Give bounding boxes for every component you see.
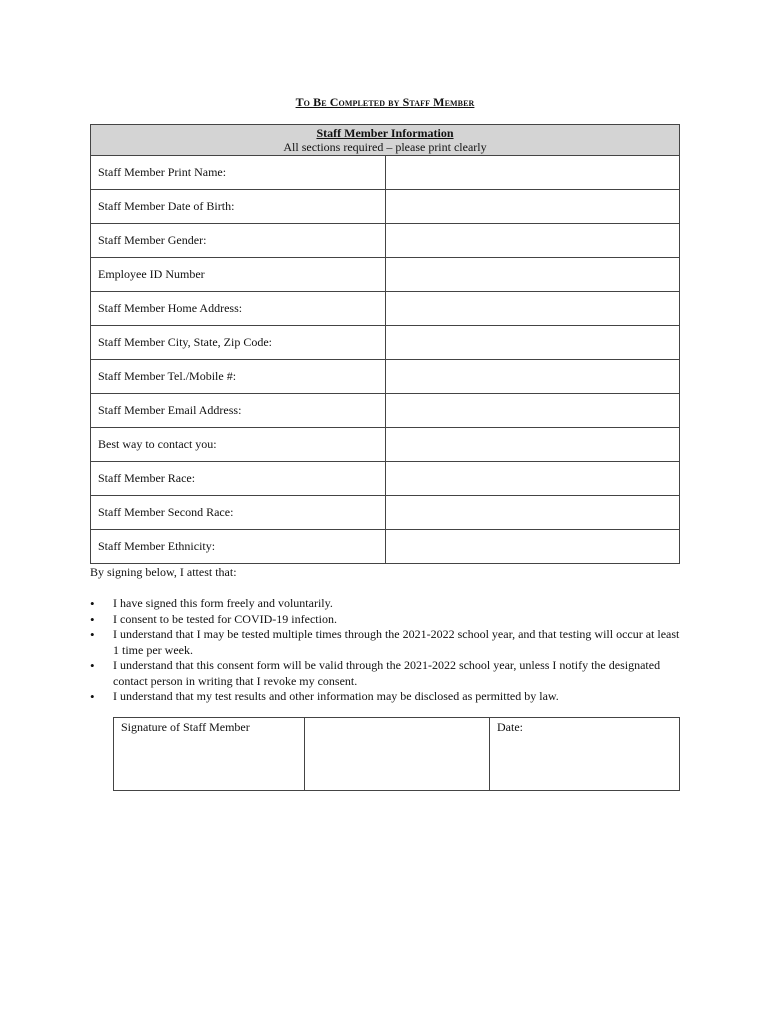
list-item: • I understand that I may be tested multiple times through the 2021-2022 school year, and that testing will occur at least 1 time per week.	[90, 627, 680, 658]
attest-intro: By signing below, I attest that:	[90, 565, 237, 579]
field-input-contact-method[interactable]	[385, 428, 680, 462]
table-row	[91, 496, 680, 530]
field-label-city-state-zip: Staff Member City, State, Zip Code:	[91, 326, 386, 360]
table-row	[114, 718, 680, 791]
field-input-home-address[interactable]	[385, 292, 680, 326]
table-row	[91, 428, 680, 462]
field-label-employee-id: Employee ID Number	[91, 258, 386, 292]
field-label-email: Staff Member Email Address:	[91, 394, 386, 428]
field-label-ethnicity: Staff Member Ethnicity:	[91, 530, 386, 564]
field-input-city-state-zip[interactable]	[385, 326, 680, 360]
field-input-ethnicity[interactable]	[385, 530, 680, 564]
table-row	[91, 326, 680, 360]
field-label-gender: Staff Member Gender:	[91, 224, 386, 258]
list-item: • I understand that my test results and other information may be disclosed as permitted by law.	[90, 689, 680, 705]
table-header-subtitle: All sections required – please print clearly	[283, 140, 487, 154]
table-row	[91, 156, 680, 190]
list-item: • I have signed this form freely and voluntarily.	[90, 596, 680, 612]
field-input-date-of-birth[interactable]	[385, 190, 680, 224]
table-header-title: Staff Member Information	[316, 126, 454, 140]
field-label-home-address: Staff Member Home Address:	[91, 292, 386, 326]
table-row	[91, 292, 680, 326]
table-row	[91, 394, 680, 428]
field-input-phone[interactable]	[385, 360, 680, 394]
attest-list	[90, 596, 680, 705]
list-item: • I consent to be tested for COVID-19 infection.	[90, 612, 680, 628]
signature-input[interactable]	[305, 718, 490, 791]
table-row	[91, 360, 680, 394]
field-input-race[interactable]	[385, 462, 680, 496]
table-row	[91, 224, 680, 258]
list-item: • I understand that this consent form will be valid through the 2021-2022 school year, unless I notify the designated contact person in writing that I revoke my consent.	[90, 658, 680, 689]
field-input-print-name[interactable]	[385, 156, 680, 190]
field-label-contact-method: Best way to contact you:	[91, 428, 386, 462]
table-row	[91, 530, 680, 564]
page-title: To Be Completed by Staff Member	[295, 95, 475, 109]
field-label-race: Staff Member Race:	[91, 462, 386, 496]
signature-label: Signature of Staff Member	[114, 718, 305, 791]
field-label-date-of-birth: Staff Member Date of Birth:	[91, 190, 386, 224]
table-row	[91, 190, 680, 224]
field-label-second-race: Staff Member Second Race:	[91, 496, 386, 530]
field-label-print-name: Staff Member Print Name:	[91, 156, 386, 190]
field-input-employee-id[interactable]	[385, 258, 680, 292]
table-row	[91, 462, 680, 496]
table-header	[91, 125, 680, 156]
field-label-phone: Staff Member Tel./Mobile #:	[91, 360, 386, 394]
signature-table	[113, 717, 680, 791]
field-input-second-race[interactable]	[385, 496, 680, 530]
table-row	[91, 258, 680, 292]
table-header-row	[91, 125, 680, 156]
date-field[interactable]: Date:	[490, 718, 680, 791]
field-input-gender[interactable]	[385, 224, 680, 258]
field-input-email[interactable]	[385, 394, 680, 428]
staff-information-table	[90, 124, 680, 564]
